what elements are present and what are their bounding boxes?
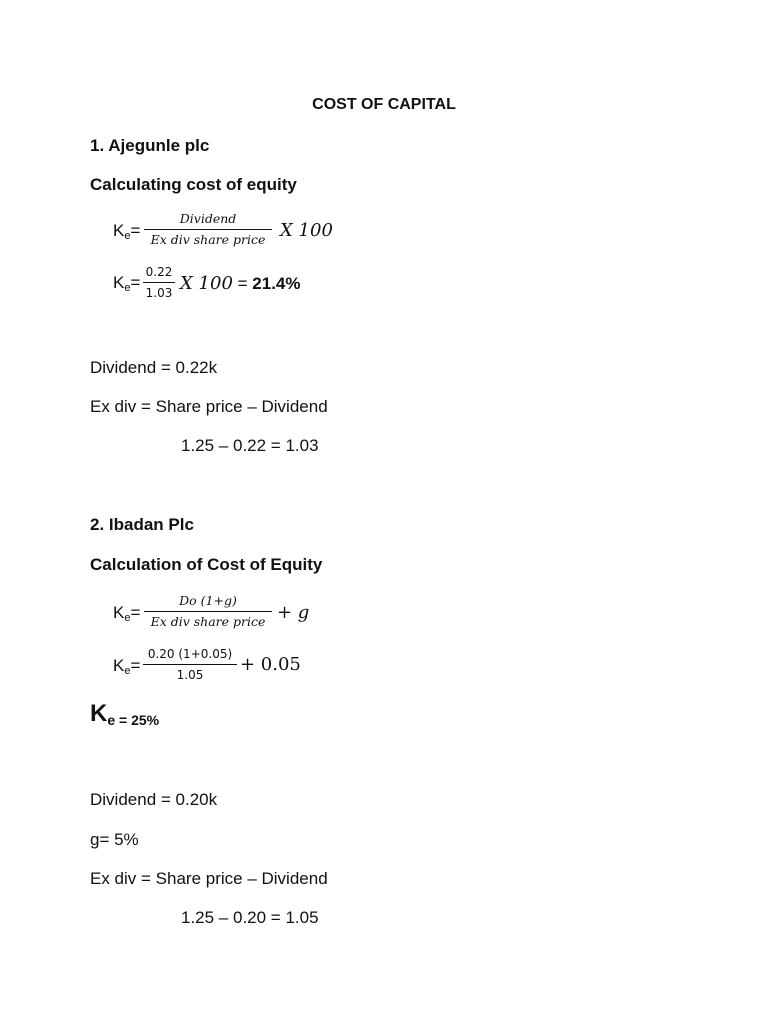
fraction-bar bbox=[144, 229, 272, 230]
result-value: 21.4% bbox=[252, 274, 301, 293]
numerator: Do (1+g) bbox=[179, 593, 237, 608]
formula-result-line bbox=[180, 273, 300, 294]
growth-line: g= 5% bbox=[90, 830, 139, 849]
denominator: 1.05 bbox=[176, 668, 204, 682]
exdiv-line: Ex div = Share price – Dividend bbox=[90, 869, 328, 888]
formula-growth-term: + 0.05 bbox=[240, 654, 301, 675]
section-2-subheading: Calculation of Cost of Equity bbox=[90, 555, 323, 574]
exdiv-line: Ex div = Share price – Dividend bbox=[90, 397, 328, 416]
equals-sign: = bbox=[232, 274, 253, 293]
formula-multiplier: X 100 bbox=[180, 273, 233, 294]
numerator: Dividend bbox=[179, 211, 237, 226]
fraction-0.22-over-1.03 bbox=[143, 264, 175, 301]
fraction-bar bbox=[144, 611, 272, 612]
denominator: Ex div share price bbox=[150, 232, 266, 247]
ke-label: $K_e=$ bbox=[113, 221, 141, 242]
fraction-dividend-over-exdiv bbox=[144, 211, 272, 248]
ke-result: $K_{e = 25\%}$ bbox=[90, 700, 160, 728]
section-1-subheading: Calculating cost of equity bbox=[90, 175, 297, 194]
numerator: 0.22 bbox=[145, 265, 173, 279]
page-title: COST OF CAPITAL bbox=[312, 96, 456, 113]
exdiv-calculation: 1.25 – 0.22 = 1.03 bbox=[181, 436, 319, 455]
fraction-bar bbox=[143, 664, 237, 665]
fraction-0.20-over-1.05 bbox=[143, 646, 237, 683]
dividend-line: Dividend = 0.22k bbox=[90, 358, 218, 377]
fraction-do-over-exdiv bbox=[144, 593, 272, 630]
ke-label: $K_e=$ bbox=[113, 273, 141, 294]
ke-label: $K_e=$ bbox=[113, 603, 141, 624]
formula-multiplier: X 100 bbox=[280, 220, 333, 241]
denominator: Ex div share price bbox=[150, 614, 266, 629]
exdiv-calculation: 1.25 – 0.20 = 1.05 bbox=[181, 908, 319, 927]
denominator: 1.03 bbox=[145, 286, 173, 300]
fraction-bar bbox=[143, 282, 175, 283]
section-1-heading: 1. Ajegunle plc bbox=[90, 136, 210, 155]
ke-label: $K_e=$ bbox=[113, 656, 141, 677]
numerator: 0.20 (1+0.05) bbox=[147, 647, 233, 661]
dividend-line: Dividend = 0.20k bbox=[90, 790, 218, 809]
section-2-heading: 2. Ibadan Plc bbox=[90, 515, 194, 534]
formula-growth-term: + g bbox=[277, 602, 310, 623]
